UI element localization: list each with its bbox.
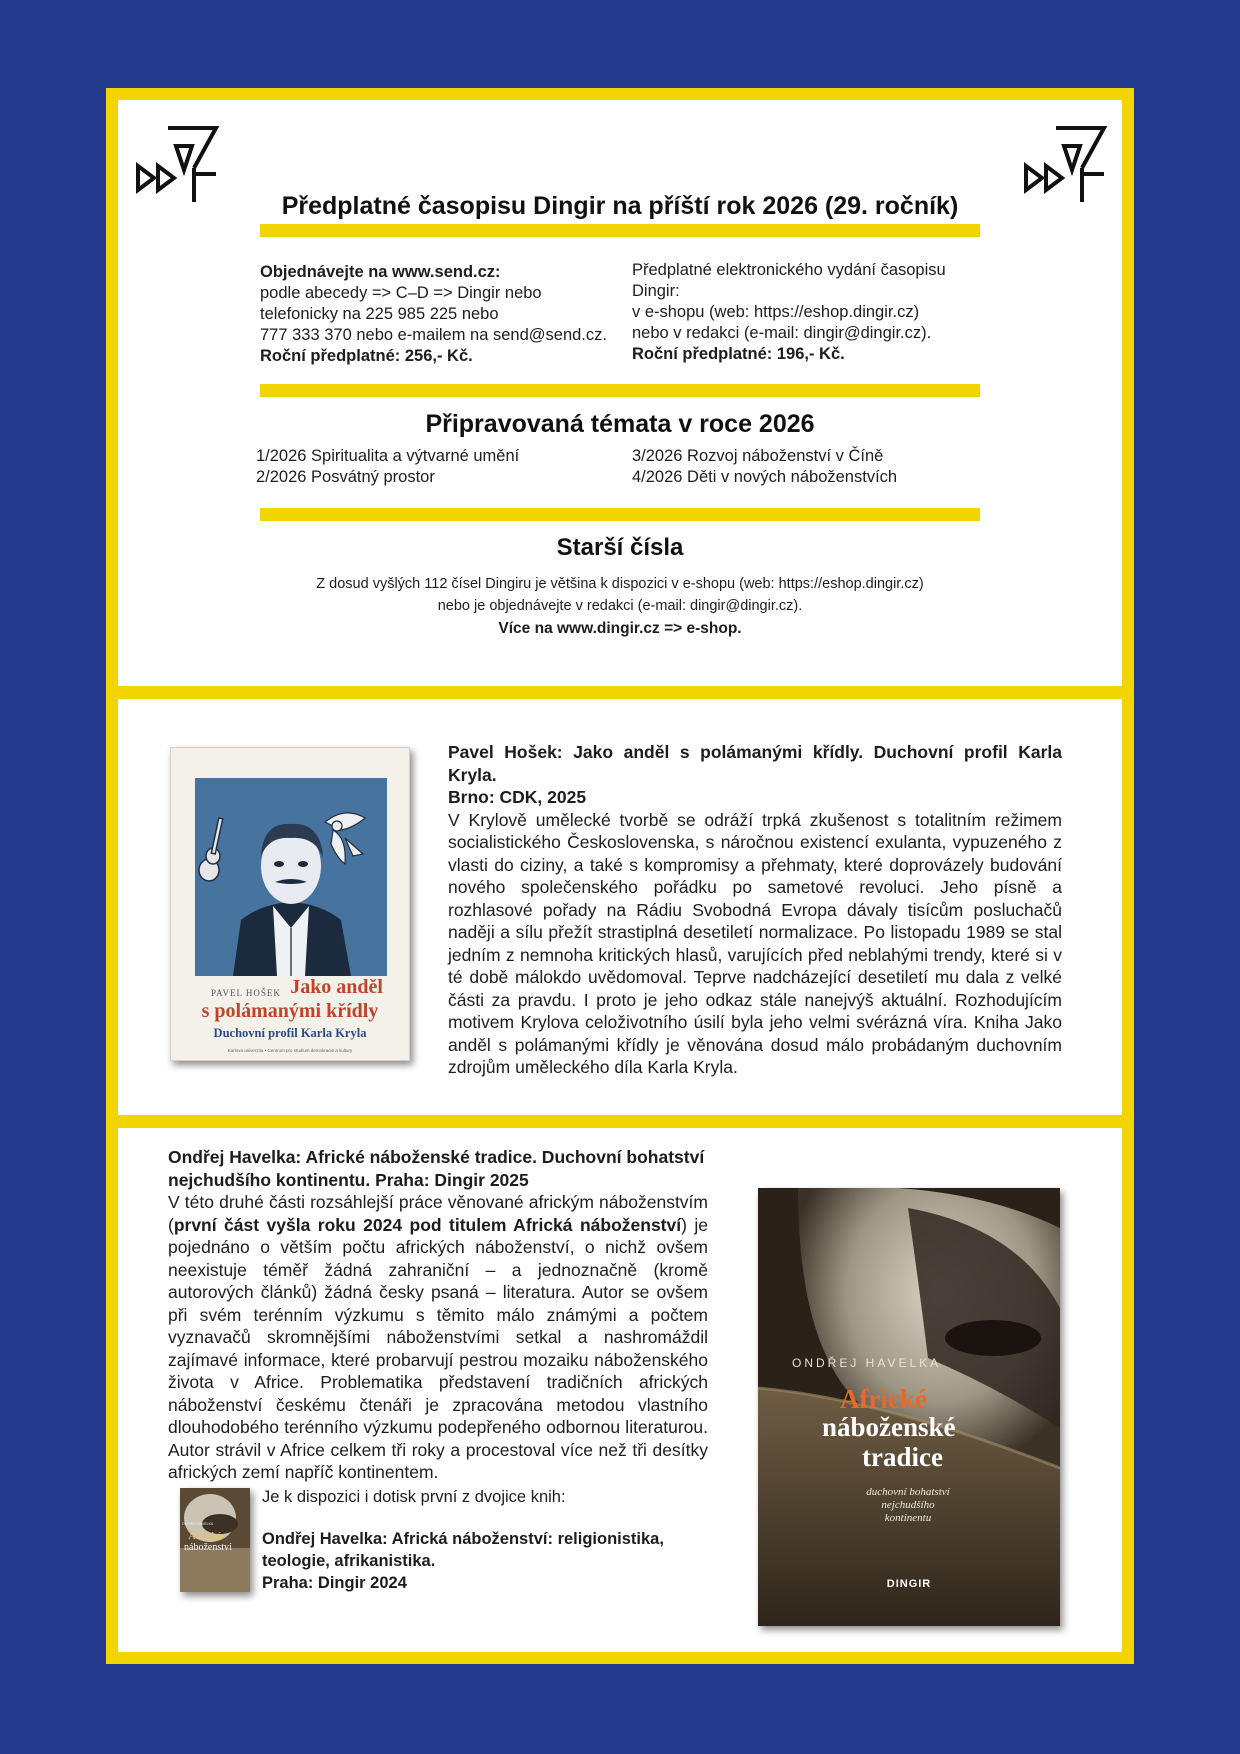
older-issues-line: Z dosud vyšlých 112 čísel Dingiru je většina k dispozici v e-shopu (web: https://eshop.dingir.cz) xyxy=(316,576,924,592)
subscription-panel xyxy=(118,100,1122,686)
cover-title xyxy=(171,976,409,998)
book-krylov-panel xyxy=(118,699,1122,1115)
yellow-rule xyxy=(260,508,980,521)
cover-author: ONDŘEJ HAVELKA xyxy=(792,1356,942,1370)
cover-title-accent: Africké xyxy=(840,1384,927,1414)
cover-title-line: náboženské xyxy=(822,1412,956,1442)
ebook-line: nebo v redakci (e-mail: dingir@dingir.cz). xyxy=(632,324,932,342)
book1-heading: Pavel Hošek: Jako anděl s polámanými křídly. Duchovní profil Karla Kryla. xyxy=(448,742,1062,785)
cover-title-line: Jako anděl xyxy=(290,976,383,998)
yellow-frame xyxy=(106,88,1134,1664)
book2-body xyxy=(168,1191,708,1484)
small-cover-title: náboženství xyxy=(184,1542,232,1553)
book2-body-text: ) je pojednáno o větším počtu afrických náboženství, o nichž ovšem neexistuje téměř žádná zahraniční – a jednoznačně (kromě autorových článků) žádná česky psaná – literatura. Autor se ovšem při svém terénním výzkumu s těmito málo známými a počtem vyznavačů skromnějšími náboženstvími setkal a nashromáždil zajímavé informace, které probarvují pestrou mozaiku náboženského života v Africe. Problematika představení tradičních afrických náboženství českému čtenáři je zpracována metodou vlastního dlouhodobého terénního výzkumu podepřeného odbornou literaturou. Autor strávil v Africe celkem tři roky a procestoval více než tři desítky afrických zemí napříč kontinentem. xyxy=(168,1214,709,1482)
yellow-rule xyxy=(260,224,980,237)
reprint-publisher: Praha: Dingir 2024 xyxy=(262,1574,407,1592)
ebook-line: Předplatné elektronického vydání časopisu xyxy=(632,261,946,279)
dingir-logo-left-icon xyxy=(132,112,224,204)
book2-description xyxy=(168,1146,708,1484)
cover-subtitle xyxy=(818,1486,998,1525)
cover-publisher: DINGIR xyxy=(886,1578,932,1590)
book1-description xyxy=(448,741,1062,1079)
cover-subtitle-line: nejchudšího xyxy=(881,1499,935,1511)
topics-title: Připravovaná témata v roce 2026 xyxy=(425,410,815,438)
print-price: Roční předplatné: 256,- Kč. xyxy=(260,347,473,365)
subscription-right-block xyxy=(632,260,992,365)
topic-item: 4/2026 Děti v nových náboženstvích xyxy=(632,468,898,486)
topics-right xyxy=(632,446,972,488)
cover-subtitle-line: duchovní bohatství xyxy=(866,1486,950,1498)
topic-item: 3/2026 Rozvoj náboženství v Číně xyxy=(632,447,884,465)
book2-body-bold: první část vyšla roku 2024 pod titulem Africká náboženství xyxy=(173,1214,682,1235)
order-line: podle abecedy => C–D => Dingir nebo xyxy=(260,284,542,302)
reprint-title: teologie, afrikanistika. xyxy=(262,1552,436,1570)
small-book-cover-africa xyxy=(180,1488,250,1592)
dingir-logo-right-icon xyxy=(1020,112,1112,204)
subscription-title: Předplatné časopisu Dingir na příští rok 2026 (29. ročník) xyxy=(281,192,959,220)
subscription-left-block xyxy=(260,262,610,367)
book-cover-kryl xyxy=(170,747,410,1061)
book2-body-text: V této druhé části rozsáhlejší práce věnované africkým náboženstvím ( xyxy=(168,1192,708,1235)
order-line: telefonicky na 225 985 225 nebo xyxy=(260,305,499,323)
small-cover-title: Africká xyxy=(188,1530,222,1542)
book1-publisher-line: Brno: CDK, 2025 xyxy=(448,787,587,807)
order-heading: Objednávejte na www.send.cz: xyxy=(260,263,501,281)
reprint-title: Ondřej Havelka: Africká náboženství: religionistika, xyxy=(262,1530,664,1548)
cover-title-line: tradice xyxy=(862,1442,943,1472)
ebook-line: v e-shopu (web: https://eshop.dingir.cz) xyxy=(632,303,920,321)
reprint-note xyxy=(262,1486,704,1594)
cover-publisher: Karlova univerzita • Centrum pro studium demokracie a kultury xyxy=(227,1048,353,1053)
ebook-price: Roční předplatné: 196,- Kč. xyxy=(632,345,845,363)
topics-left xyxy=(256,446,596,488)
topic-item: 2/2026 Posvátný prostor xyxy=(256,468,435,486)
cover-subtitle-line: kontinentu xyxy=(884,1512,932,1524)
older-issues-link: Více na www.dingir.cz => e-shop. xyxy=(498,620,742,637)
older-issues-title: Starší čísla xyxy=(556,534,684,561)
ebook-line: Dingir: xyxy=(632,282,680,300)
cover-subtitle: Duchovní profil Karla Kryla xyxy=(213,1026,367,1040)
cover-illustration xyxy=(195,778,387,976)
reprint-intro: Je k dispozici i dotisk první z dvojice knih: xyxy=(262,1488,566,1506)
cover-author: PAVEL HOŠEK xyxy=(211,988,281,998)
yellow-rule xyxy=(260,384,980,397)
book-africa-panel xyxy=(118,1128,1122,1652)
book1-body: V Krylově umělecké tvorbě se odráží trpká zkušenost s totalitním režimem socialistického Československa, s náročnou existencí exulanta, vypuzeného z vlasti do ciziny, a také s kompromisy a přehmaty, které doprovázely budování nového společenského pořádku po sametové revoluci. Jeho písně a rozhlasové pořady na Rádiu Svobodná Evropa dávaly tisícům posluchačů naději a sílu přežít strastiplná desetiletí normalizace. Po listopadu 1989 se stal jedním z nemnoha kritických hlasů, varujících před neblahými trendy, které si v té době málokdo uvědomoval. Teprve nadcházející desetiletí mu dala z velké části za pravdu. I proto je jeho odkaz stále nanejvýš aktuální. Rozhodujícím motivem Krylova celoživotního úsilí byla jeho velmi svérázná víra. Kniha Jako anděl s polámanými křídly je věnována dosud málo probádaným duchovním zdrojům uměleckého díla Karla Kryla. xyxy=(448,809,1062,1077)
book2-heading: Ondřej Havelka: Africké náboženské tradice. Duchovní bohatství xyxy=(168,1147,705,1167)
book-cover-africa xyxy=(758,1188,1060,1626)
book2-publisher-line: nejchudšího kontinentu. Praha: Dingir 2025 xyxy=(168,1169,529,1190)
cover-title-line2: s polámanými křídly xyxy=(201,1000,379,1022)
order-line: 777 333 370 nebo e-mailem na send@send.cz. xyxy=(260,326,607,344)
small-cover-author: ONDŘEJ HAVELKA xyxy=(182,1522,214,1526)
older-issues-line: nebo je objednávejte v redakci (e-mail: dingir@dingir.cz). xyxy=(437,598,803,614)
topic-item: 1/2026 Spiritualita a výtvarné umění xyxy=(256,447,520,465)
